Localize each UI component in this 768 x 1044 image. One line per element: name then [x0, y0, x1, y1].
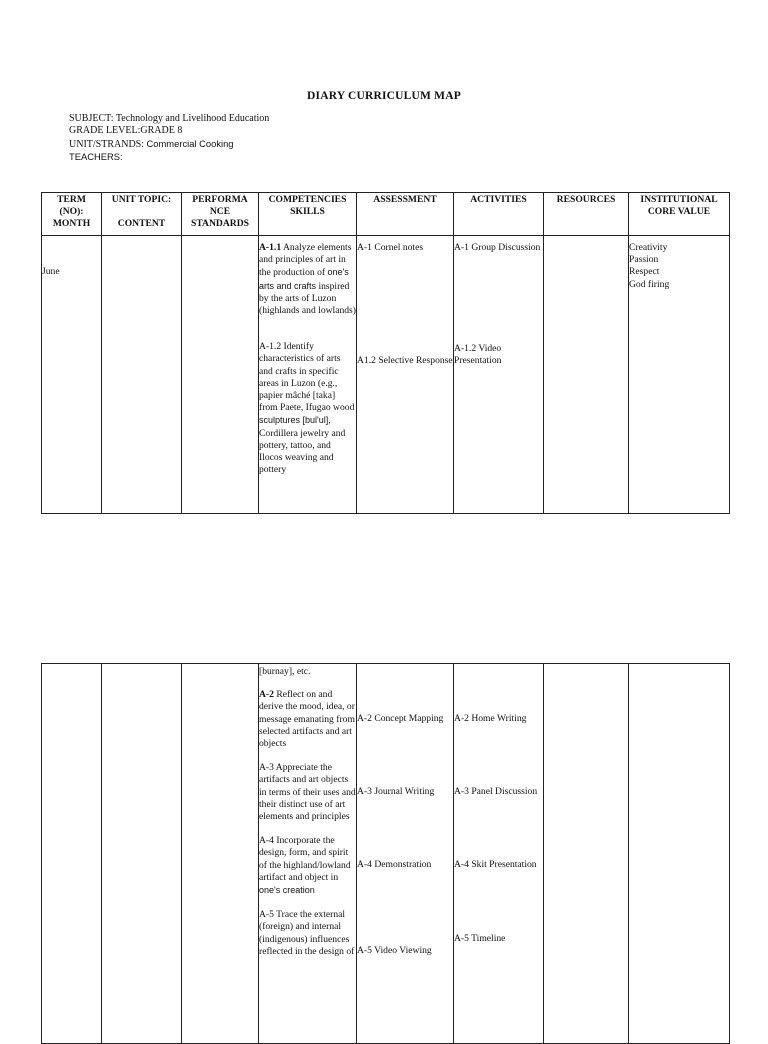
assessment-item: A-3 Journal Writing [357, 786, 435, 798]
competency-a-3: A-3 Appreciate the artifacts and art objects in terms of their uses and their distinct use of art elements and principles [259, 762, 356, 823]
assessment-item: A-5 Video Viewing [357, 944, 432, 956]
core-value-item: Creativity [629, 242, 668, 253]
competencies-cell [259, 664, 357, 1044]
table-row [42, 664, 730, 1044]
activity-item: A-5 Timeline [454, 932, 506, 944]
competency-a-5: A-5 Trace the external (foreign) and internal (indigenous) influences reflected in the design of [259, 909, 355, 957]
competency-a-4: A-4 Incorporate the design, form, and spirit of the highland/lowland artifact and object in one's creation [259, 835, 351, 896]
curriculum-map-table [41, 192, 730, 514]
competencies-cell [259, 236, 357, 514]
grade-value: GRADE 8 [140, 125, 183, 137]
competency-a-1-2: A-1.2 Identify characteristics of arts and crafts in specific areas in Luzon (e.g., papier mâché [taka] from Paete, Ifugao wood sculptures [bul'ul], Cordillera jewelry and pottery, tattoo, and Ilocos weaving and pottery [259, 341, 355, 476]
activity-item: A-1 Group Discussion [454, 242, 541, 253]
header-unit-topic: UNIT TOPIC: CONTENT [102, 193, 182, 236]
core-value-cell [629, 236, 730, 514]
core-value-cell [629, 664, 730, 1044]
subject-line: SUBJECT: Technology and Livelihood Education [69, 113, 270, 124]
unit-topic-cell [102, 664, 182, 1044]
header-row [42, 193, 730, 236]
competency-continuation: [burnay], etc. [259, 666, 311, 677]
assessment-cell [357, 236, 454, 514]
unit-value: Commercial Cooking [146, 137, 234, 149]
activities-cell [454, 236, 544, 514]
header-assessment: ASSESSMENT [357, 193, 454, 236]
activity-item: A-1.2 Video Presentation [454, 343, 502, 367]
competency-a-1-1: A-1.1 Analyze elements and principles of art in the production of one's arts and crafts inspired by the arts of Luzon (highlands and lowlands) [259, 242, 356, 317]
activity-item: A-3 Panel Discussion [454, 786, 538, 798]
header-term: TERM (NO): MONTH [42, 193, 102, 236]
month-cell [42, 664, 102, 1044]
resources-cell [544, 664, 629, 1044]
header-competencies: COMPETENCIES SKILLS [259, 193, 357, 236]
resources-cell [544, 236, 629, 514]
document-title: DIARY CURRICULUM MAP [307, 90, 461, 102]
activity-item: A-4 Skit Presentation [454, 859, 537, 871]
activity-item: A-2 Home Writing [454, 713, 527, 724]
core-value-item: Passion [629, 254, 659, 266]
header-activities: ACTIVITIES [454, 193, 544, 236]
teachers-line: TEACHERS: [69, 151, 123, 163]
subject-value: Technology and Livelihood Education [115, 113, 270, 124]
unit-line: UNIT/STRANDS: Commercial Cooking [69, 137, 234, 150]
header-resources: RESOURCES [544, 193, 629, 236]
unit-topic-cell [102, 236, 182, 514]
assessment-item: A-2 Concept Mapping [357, 713, 444, 724]
assessment-cell [357, 664, 454, 1044]
core-value-item: God firing [629, 278, 670, 290]
assessment-item: A-1 Cornel notes [357, 242, 424, 253]
header-core-value: INSTITUTIONAL CORE VALUE [629, 193, 730, 236]
competency-a-2: A-2 Reflect on and derive the mood, idea, or message emanating from selected artifacts and art objects [259, 689, 355, 750]
core-value-item: Respect [629, 266, 660, 278]
assessment-item: A-4 Demonstration [357, 859, 432, 871]
document-meta [69, 113, 269, 164]
curriculum-map-table-continued [41, 663, 730, 1044]
performance-cell [182, 664, 259, 1044]
assessment-item: A1.2 Selective Response [357, 355, 453, 367]
month-value: June [42, 266, 60, 277]
grade-line: GRADE LEVEL:GRADE 8 [69, 125, 183, 137]
month-cell [42, 236, 102, 514]
performance-cell [182, 236, 259, 514]
header-performance-standards: PERFORMA NCE STANDARDS [182, 193, 259, 236]
activities-cell [454, 664, 544, 1044]
table-row [42, 236, 730, 514]
